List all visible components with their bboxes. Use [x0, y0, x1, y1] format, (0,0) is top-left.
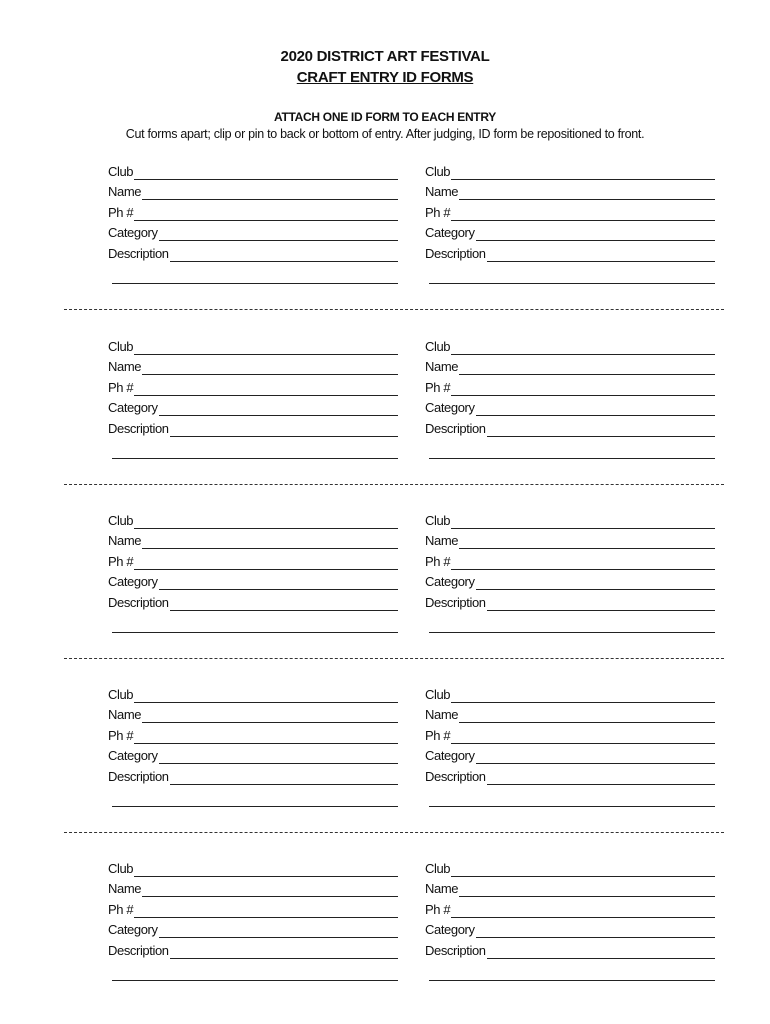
club-field[interactable]: [108, 856, 398, 877]
category-field[interactable]: [108, 744, 398, 765]
description-field[interactable]: [425, 590, 715, 611]
description-continuation-blank[interactable]: [429, 966, 715, 981]
cut-instructions: Cut forms apart; clip or pin to back or bottom of entry. After judging, ID form be repositioned to front.: [125, 127, 645, 141]
name-field[interactable]: [425, 355, 715, 376]
description-extra-line[interactable]: [428, 443, 715, 459]
category-label: Category: [425, 574, 475, 589]
description-field[interactable]: [108, 938, 398, 959]
category-blank-line[interactable]: [159, 575, 398, 590]
phone-blank-line[interactable]: [451, 903, 715, 918]
description-field[interactable]: [108, 416, 398, 437]
club-label: Club: [108, 686, 134, 702]
category-blank-line[interactable]: [159, 923, 398, 938]
name-field[interactable]: [425, 703, 715, 724]
description-blank-line[interactable]: [487, 596, 715, 611]
club-field[interactable]: [108, 508, 398, 529]
description-field[interactable]: [425, 764, 715, 785]
name-label: Name: [108, 533, 142, 548]
name-blank-line[interactable]: [142, 882, 398, 897]
id-form-card-right: [425, 334, 715, 459]
category-field[interactable]: [425, 918, 715, 939]
id-form-card-right: [425, 682, 715, 807]
id-form-card-right: [425, 856, 715, 981]
club-blank-line[interactable]: [134, 165, 398, 180]
phone-label: Ph #: [108, 204, 134, 220]
category-field[interactable]: [425, 570, 715, 591]
description-label: Description: [425, 768, 486, 784]
description-continuation-blank[interactable]: [429, 269, 715, 284]
description-continuation-blank[interactable]: [429, 444, 715, 459]
name-field[interactable]: [425, 877, 715, 898]
description-label: Description: [108, 942, 169, 958]
phone-field[interactable]: [425, 375, 715, 396]
club-label: Club: [108, 860, 134, 876]
description-blank-line[interactable]: [487, 770, 715, 785]
description-field[interactable]: [108, 241, 398, 262]
description-label: Description: [108, 768, 169, 784]
cut-line-divider: [64, 832, 724, 833]
club-field[interactable]: [108, 334, 398, 355]
club-field[interactable]: [425, 856, 715, 877]
description-blank-line[interactable]: [170, 596, 398, 611]
category-field[interactable]: [108, 221, 398, 242]
name-label: Name: [425, 707, 459, 722]
phone-label: Ph #: [425, 379, 451, 395]
club-blank-line[interactable]: [451, 165, 715, 180]
id-form-card-left: [108, 508, 398, 633]
phone-label: Ph #: [108, 901, 134, 917]
category-label: Category: [108, 922, 158, 937]
category-field[interactable]: [425, 221, 715, 242]
name-label: Name: [108, 707, 142, 722]
name-label: Name: [108, 881, 142, 896]
category-field[interactable]: [425, 396, 715, 417]
cut-line-divider: [64, 309, 724, 310]
name-label: Name: [108, 184, 142, 199]
form-title: 2020 DISTRICT ART FESTIVAL: [280, 48, 490, 65]
description-extra-line[interactable]: [111, 617, 398, 633]
form-row: [0, 508, 770, 648]
club-field[interactable]: [425, 334, 715, 355]
description-extra-line[interactable]: [428, 965, 715, 981]
name-field[interactable]: [108, 877, 398, 898]
phone-label: Ph #: [108, 727, 134, 743]
id-form-card-left: [108, 682, 398, 807]
name-blank-line[interactable]: [142, 185, 398, 200]
id-form-card-left: [108, 159, 398, 284]
attach-instruction: ATTACH ONE ID FORM TO EACH ENTRY: [274, 110, 496, 124]
category-label: Category: [108, 225, 158, 240]
description-label: Description: [108, 245, 169, 261]
category-blank-line[interactable]: [159, 226, 398, 241]
club-label: Club: [108, 338, 134, 354]
category-blank-line[interactable]: [476, 401, 715, 416]
name-field[interactable]: [425, 180, 715, 201]
club-label: Club: [425, 512, 451, 528]
name-field[interactable]: [108, 180, 398, 201]
club-field[interactable]: [425, 159, 715, 180]
category-label: Category: [425, 400, 475, 415]
description-continuation-blank[interactable]: [112, 966, 398, 981]
description-blank-line[interactable]: [487, 944, 715, 959]
name-label: Name: [425, 359, 459, 374]
club-label: Club: [425, 686, 451, 702]
name-field[interactable]: [108, 703, 398, 724]
name-label: Name: [425, 184, 459, 199]
club-blank-line[interactable]: [134, 340, 398, 355]
form-row: [0, 682, 770, 822]
phone-blank-line[interactable]: [134, 903, 398, 918]
club-blank-line[interactable]: [451, 862, 715, 877]
phone-blank-line[interactable]: [451, 206, 715, 221]
name-blank-line[interactable]: [459, 360, 715, 375]
description-label: Description: [425, 594, 486, 610]
name-blank-line[interactable]: [459, 882, 715, 897]
phone-blank-line[interactable]: [451, 555, 715, 570]
club-blank-line[interactable]: [451, 688, 715, 703]
description-continuation-blank[interactable]: [429, 618, 715, 633]
phone-label: Ph #: [425, 553, 451, 569]
club-field[interactable]: [425, 682, 715, 703]
description-extra-line[interactable]: [428, 617, 715, 633]
description-label: Description: [425, 245, 486, 261]
category-field[interactable]: [108, 570, 398, 591]
phone-field[interactable]: [425, 897, 715, 918]
club-label: Club: [425, 860, 451, 876]
description-continuation-blank[interactable]: [112, 792, 398, 807]
description-blank-line[interactable]: [170, 770, 398, 785]
club-field[interactable]: [108, 682, 398, 703]
description-label: Description: [108, 420, 169, 436]
category-label: Category: [425, 225, 475, 240]
description-label: Description: [425, 942, 486, 958]
description-blank-line[interactable]: [487, 247, 715, 262]
category-blank-line[interactable]: [159, 749, 398, 764]
club-blank-line[interactable]: [451, 514, 715, 529]
category-label: Category: [108, 400, 158, 415]
phone-field[interactable]: [108, 897, 398, 918]
id-form-card-right: [425, 159, 715, 284]
phone-label: Ph #: [108, 379, 134, 395]
phone-field[interactable]: [425, 723, 715, 744]
phone-field[interactable]: [108, 549, 398, 570]
club-label: Club: [425, 163, 451, 179]
name-label: Name: [425, 533, 459, 548]
category-field[interactable]: [108, 918, 398, 939]
category-blank-line[interactable]: [476, 923, 715, 938]
name-blank-line[interactable]: [459, 185, 715, 200]
club-blank-line[interactable]: [134, 688, 398, 703]
description-extra-line[interactable]: [111, 791, 398, 807]
description-field[interactable]: [108, 764, 398, 785]
name-field[interactable]: [108, 529, 398, 550]
category-blank-line[interactable]: [476, 226, 715, 241]
phone-label: Ph #: [425, 727, 451, 743]
description-field[interactable]: [425, 416, 715, 437]
description-extra-line[interactable]: [111, 965, 398, 981]
name-blank-line[interactable]: [459, 534, 715, 549]
category-field[interactable]: [108, 396, 398, 417]
club-label: Club: [108, 163, 134, 179]
phone-field[interactable]: [108, 200, 398, 221]
phone-blank-line[interactable]: [134, 729, 398, 744]
category-blank-line[interactable]: [476, 749, 715, 764]
phone-field[interactable]: [425, 549, 715, 570]
description-extra-line[interactable]: [111, 443, 398, 459]
phone-blank-line[interactable]: [451, 381, 715, 396]
description-blank-line[interactable]: [170, 944, 398, 959]
category-label: Category: [108, 748, 158, 763]
name-blank-line[interactable]: [142, 708, 398, 723]
category-field[interactable]: [425, 744, 715, 765]
name-field[interactable]: [108, 355, 398, 376]
category-label: Category: [425, 922, 475, 937]
description-blank-line[interactable]: [170, 247, 398, 262]
form-subtitle: CRAFT ENTRY ID FORMS: [296, 69, 474, 86]
category-label: Category: [108, 574, 158, 589]
category-blank-line[interactable]: [159, 401, 398, 416]
name-blank-line[interactable]: [142, 360, 398, 375]
description-field[interactable]: [108, 590, 398, 611]
description-continuation-blank[interactable]: [429, 792, 715, 807]
form-row: [0, 856, 770, 996]
phone-label: Ph #: [108, 553, 134, 569]
club-label: Club: [108, 512, 134, 528]
id-form-card-right: [425, 508, 715, 633]
description-blank-line[interactable]: [487, 422, 715, 437]
club-label: Club: [425, 338, 451, 354]
description-field[interactable]: [425, 241, 715, 262]
description-continuation-blank[interactable]: [112, 618, 398, 633]
club-field[interactable]: [425, 508, 715, 529]
club-field[interactable]: [108, 159, 398, 180]
cut-line-divider: [64, 484, 724, 485]
description-continuation-blank[interactable]: [112, 444, 398, 459]
phone-blank-line[interactable]: [134, 381, 398, 396]
form-row: [0, 159, 770, 299]
id-form-card-left: [108, 856, 398, 981]
description-label: Description: [108, 594, 169, 610]
category-blank-line[interactable]: [476, 575, 715, 590]
description-field[interactable]: [425, 938, 715, 959]
phone-field[interactable]: [425, 200, 715, 221]
club-blank-line[interactable]: [134, 862, 398, 877]
description-label: Description: [425, 420, 486, 436]
cut-line-divider: [64, 658, 724, 659]
phone-blank-line[interactable]: [451, 729, 715, 744]
description-extra-line[interactable]: [428, 268, 715, 284]
name-label: Name: [108, 359, 142, 374]
phone-field[interactable]: [108, 375, 398, 396]
id-form-card-left: [108, 334, 398, 459]
form-row: [0, 334, 770, 474]
name-blank-line[interactable]: [459, 708, 715, 723]
club-blank-line[interactable]: [134, 514, 398, 529]
phone-label: Ph #: [425, 901, 451, 917]
phone-blank-line[interactable]: [134, 206, 398, 221]
phone-field[interactable]: [108, 723, 398, 744]
name-field[interactable]: [425, 529, 715, 550]
category-label: Category: [425, 748, 475, 763]
club-blank-line[interactable]: [451, 340, 715, 355]
phone-blank-line[interactable]: [134, 555, 398, 570]
description-extra-line[interactable]: [428, 791, 715, 807]
phone-label: Ph #: [425, 204, 451, 220]
description-blank-line[interactable]: [170, 422, 398, 437]
description-continuation-blank[interactable]: [112, 269, 398, 284]
name-blank-line[interactable]: [142, 534, 398, 549]
name-label: Name: [425, 881, 459, 896]
description-extra-line[interactable]: [111, 268, 398, 284]
